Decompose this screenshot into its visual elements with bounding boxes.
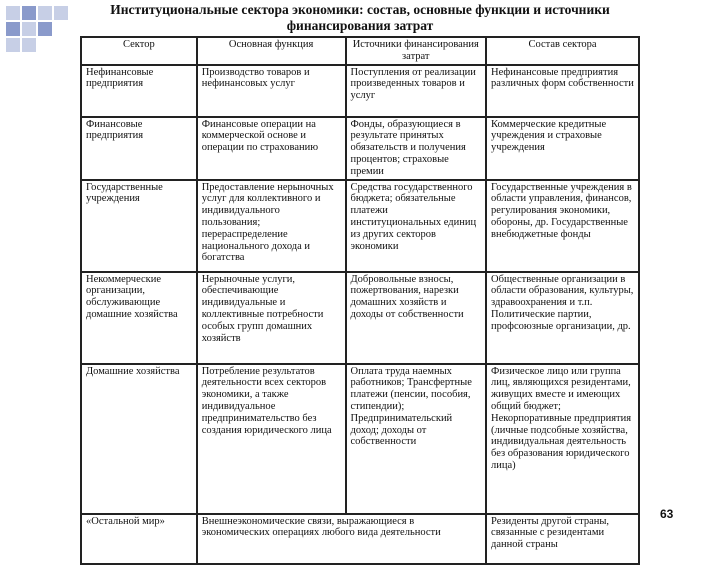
cell-sources: Фонды, образующиеся в результате принятых обязательств и получения процентов; страховые премии: [346, 117, 487, 180]
cell-composition: Нефинансовые предприятия различных форм собственности: [486, 65, 639, 117]
cell-composition: Общественные организации в области образования, культуры, здравоохранения и т.п. Политические партии, профсоюзные организации, др.: [486, 272, 639, 364]
header-sources: Источники финансирования затрат: [346, 37, 487, 65]
cell-sector: «Остальной мир»: [81, 514, 197, 564]
cell-function: Финансовые операции на коммерческой основе и операции по страхованию: [197, 117, 346, 180]
table-row: [81, 364, 639, 514]
table-row: [81, 180, 639, 272]
cell-sector: Нефинансовые предприятия: [81, 65, 197, 117]
cell-sources: Поступления от реализации произведенных товаров и услуг: [346, 65, 487, 117]
slide-title: [80, 0, 640, 38]
title-line-2: финансирования затрат: [286, 18, 434, 33]
table-row: [81, 65, 639, 117]
cell-function: Производство товаров и нефинансовых услуг: [197, 65, 346, 117]
table-row: [81, 272, 639, 364]
cell-sector: Финансовые предприятия: [81, 117, 197, 180]
title-line-1: Институциональные сектора экономики: состав, основные функции и источники: [110, 2, 610, 17]
cell-composition: Государственные учреждения в области управления, финансов, регулирования экономики, обороны, др. Государственные внебюджетные фонды: [486, 180, 639, 272]
cell-composition: Коммерческие кредитные учреждения и страховые учреждения: [486, 117, 639, 180]
cell-sources: Добровольные взносы, пожертвования, нарезки домашних хозяйств и доходы от собственности: [346, 272, 487, 364]
cell-function: Предоставление нерыночных услуг для коллективного и индивидуального пользования; перераспределение национального дохода и богатства: [197, 180, 346, 272]
cell-sector: Домашние хозяйства: [81, 364, 197, 514]
cell-sector: Государственные учреждения: [81, 180, 197, 272]
cell-function: Нерыночные услуги, обеспечивающие индивидуальные и коллективные потребности особых групп домашних хозяйств: [197, 272, 346, 364]
sectors-table: [80, 36, 640, 565]
cell-sector: Некоммерческие организации, обслуживающие домашние хозяйства: [81, 272, 197, 364]
page-number: 63: [660, 507, 674, 521]
cell-function: Внешнеэкономические связи, выражающиеся в экономических операциях любого вида деятельности: [197, 514, 486, 564]
table-header-row: [81, 37, 639, 65]
cell-sources: Оплата труда наемных работников; Трансфертные платежи (пенсии, пособия, стипендии); Предпринимательский доход; доходы от собственности: [346, 364, 487, 514]
cell-composition: Резиденты другой страны, связанные с резидентами данной страны: [486, 514, 639, 564]
decorative-squares: [0, 0, 80, 60]
cell-composition: Физическое лицо или группа лиц, являющихся резидентами, живущих вместе и имеющих общий бюджет; Некорпоративные предприятия (личные подсобные хозяйства, индивидуальная деятельность без образования юридического лица): [486, 364, 639, 514]
table-row: [81, 117, 639, 180]
header-sector: Сектор: [81, 37, 197, 65]
table-row: [81, 514, 639, 564]
cell-function: Потребление результатов деятельности всех секторов экономики, а также индивидуальное предпринимательство без создания юридического лица: [197, 364, 346, 514]
header-function: Основная функция: [197, 37, 346, 65]
cell-sources: Средства государственного бюджета; обязательные платежи институциональных единиц из других секторов экономики: [346, 180, 487, 272]
header-composition: Состав сектора: [486, 37, 639, 65]
